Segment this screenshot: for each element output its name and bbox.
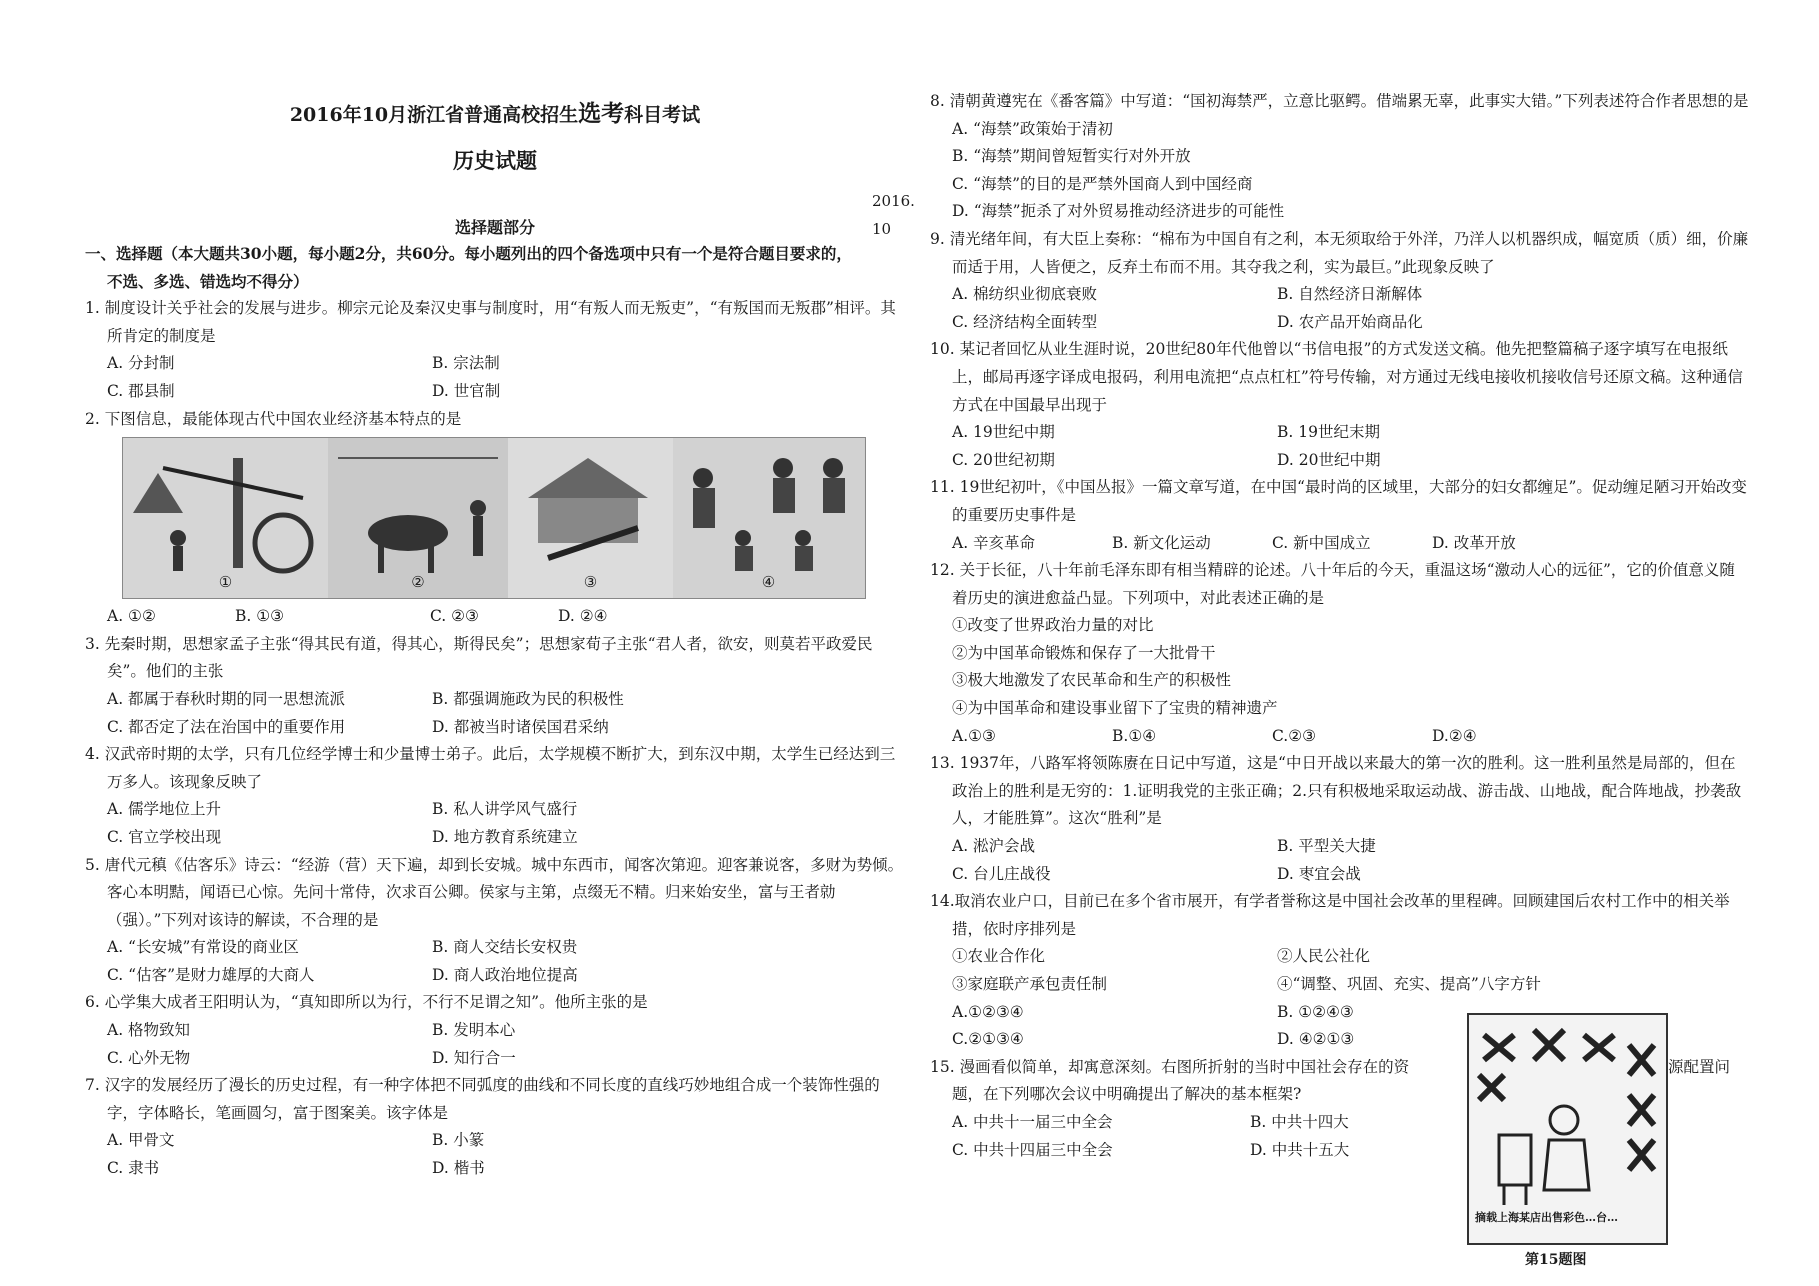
- question-9-options: [930, 281, 1750, 309]
- question-15-stem-a: 15. 漫画看似简单，却寓意深刻。右图所折射的当时中国社会存在的资: [930, 1057, 1410, 1076]
- right-flow: [930, 88, 1750, 1164]
- option: B. 商人交结长安权贵: [432, 938, 578, 957]
- cartoon-caption: 摘载上海某店出售彩色…台…: [1475, 1211, 1618, 1224]
- question-12-stem: 12. 关于长征，八十年前毛泽东即有相当精辟的论述。八十年后的今天，重温这场“激动人心的远征”，它的价值意义随着历史的演进愈益凸显。下列项中，对此表述正确的是: [930, 561, 1735, 607]
- option: B. 发明本心: [432, 1021, 516, 1040]
- option: A. 格物致知: [107, 1021, 191, 1040]
- statement: ②人民公社化: [1277, 947, 1371, 966]
- question-5-stem: 5. 唐代元稹《估客乐》诗云：“经游（营）天下遍，却到长安城。城中东西市，闻客次第迎。迎客兼说客，多财为势倾。客心本明黠，闻语已心惊。先问十常侍，次求百公卿。侯家与主第，点缀无不精。归来始安坐，富与王者勍（强）。”下列对该诗的解读，不合理的是: [85, 855, 904, 929]
- question-10-options: [930, 419, 1750, 447]
- option: C. 经济结构全面转型: [952, 312, 1098, 331]
- question-6-options-2: [85, 1045, 905, 1073]
- statement: ③极大地激发了农民革命和生产的积极性: [952, 671, 1232, 690]
- figure-panel-2: [328, 438, 509, 598]
- option: A.①②③④: [952, 1002, 1024, 1021]
- question-1-options-2: [85, 378, 905, 406]
- option: D. 20世纪中期: [1277, 450, 1381, 469]
- option: C. 心外无物: [107, 1048, 191, 1067]
- option: B. ①③: [235, 607, 285, 626]
- option: A.①③: [952, 726, 996, 745]
- option: B.①④: [1112, 726, 1157, 745]
- option: C. 郡县制: [107, 381, 175, 400]
- exam-date: 2016. 10: [872, 192, 915, 238]
- question-4-stem: 4. 汉武帝时期的太学，只有几位经学博士和少量博士弟子。此后，太学规模不断扩大，到东汉中期，太学生已经达到三万多人。该现象反映了: [85, 745, 896, 791]
- option: A. 19世纪中期: [952, 423, 1055, 442]
- option: A. 甲骨文: [107, 1131, 175, 1150]
- option: D. 知行合一: [432, 1048, 516, 1067]
- option: A. 中共十一届三中全会: [952, 1112, 1113, 1131]
- option: C.②①③④: [952, 1030, 1024, 1049]
- option: B. 平型关大捷: [1277, 837, 1376, 856]
- question-10-stem: 10. 某记者回忆从业生涯时说，20世纪80年代他曾以“书信电报”的方式发送文稿。他先把整篇稿子逐字填写在电报纸上，邮局再逐字译成电报码，利用电流把“点点杠杠”符号传输，对方通过无线电接收机接收信号还原文稿。这种通信方式在中国最早出现于: [930, 340, 1743, 414]
- agriculture-figure: [122, 437, 866, 599]
- figure-panel-4: [673, 438, 864, 598]
- left-flow: [85, 240, 905, 1183]
- question-4-options: [85, 796, 905, 824]
- option: C. 台儿庄战役: [952, 864, 1051, 883]
- option: A. “长安城”有常设的商业区: [107, 938, 299, 957]
- option: D. 中共十五大: [1250, 1140, 1350, 1159]
- option: B. “海禁”期间曾短暂实行对外开放: [952, 147, 1191, 166]
- option: A. ①②: [107, 607, 156, 626]
- option: A. 辛亥革命: [952, 533, 1036, 552]
- option: D. 地方教育系统建立: [432, 827, 578, 846]
- question-10-options-2: [930, 447, 1750, 475]
- question-8-stem: 8. 清朝黄遵宪在《番客篇》中写道：“国初海禁严，立意比驱鳄。借端累无辜，此事实大错。”下列表述符合作者思想的是: [930, 92, 1749, 110]
- option: D. ②④: [558, 607, 608, 626]
- option: B. 中共十四大: [1250, 1112, 1349, 1131]
- option: A. 分封制: [107, 354, 175, 373]
- option: A. “海禁”政策始于清初: [952, 119, 1113, 138]
- figure-label-4: ④: [761, 572, 776, 591]
- question-14-items: [930, 943, 1750, 971]
- question-3-options-2: [85, 714, 905, 742]
- question-13-stem: 13. 1937年，八路军将领陈赓在日记中写道，这是“中日开战以来最大的第一次的胜利。这一胜利虽然是局部的，但在政治上的胜利是无穷的：1.证明我党的主张正确；2.只有积极地采取运动战、游击战、山地战，配合阵地战，抄袭敌人，才能胜算”。这次“胜利”是: [930, 754, 1742, 828]
- question-7-options: [85, 1127, 905, 1155]
- option: A. 都属于春秋时期的同一思想流派: [107, 689, 346, 708]
- option: D. “海禁”扼杀了对外贸易推动经济进步的可能性: [952, 202, 1285, 221]
- option: A. 儒学地位上升: [107, 800, 222, 819]
- option: D. ④②①③: [1277, 1030, 1355, 1049]
- figure-label-2: ②: [411, 572, 425, 591]
- option: B. ①②④③: [1277, 1002, 1354, 1021]
- figure-panel-3: [508, 438, 674, 598]
- question-3-stem: 3. 先秦时期，思想家孟子主张“得其民有道，得其心，斯得民矣”；思想家荀子主张“君人者，欲安，则莫若平政爱民矣”。他们的主张: [85, 634, 873, 681]
- question-15-stem-c: 题，在下列哪次会议中明确提出了解决的基本框架?: [952, 1085, 1302, 1104]
- option: B. 小篆: [432, 1131, 485, 1150]
- question-13-options-2: [930, 861, 1750, 889]
- option: C. 新中国成立: [1272, 533, 1371, 552]
- option: C. “海禁”的目的是严禁外国商人到中国经商: [952, 174, 1253, 193]
- option: D. 枣宜会战: [1277, 864, 1361, 883]
- option: D. 楷书: [432, 1159, 485, 1178]
- question-2-options: [85, 603, 905, 631]
- figure-15-caption: 第15题图: [1525, 1252, 1587, 1268]
- question-1-stem: 1. 制度设计关乎社会的发展与进步。柳宗元论及秦汉史事与制度时，用“有叛人而无叛吏”，“有叛国而无叛郡”相评。其所肯定的制度是: [85, 299, 896, 345]
- option: C. 隶书: [107, 1159, 160, 1178]
- question-5-options: [85, 934, 905, 962]
- option: D. 农产品开始商品化: [1277, 312, 1423, 331]
- question-6-options: [85, 1017, 905, 1045]
- figure-label-1: ①: [218, 572, 233, 591]
- option: B. 宗法制: [432, 354, 500, 373]
- question-1-options: [85, 350, 905, 378]
- exam-subtitle: 历史试题: [453, 148, 537, 173]
- question-7-stem: 7. 汉字的发展经历了漫长的历史过程，有一种字体把不同弧度的曲线和不同长度的直线巧妙地组合成一个装饰性强的字，字体略长，笔画圆匀，富于图案美。该字体是: [85, 1076, 880, 1122]
- statement: ①农业合作化: [952, 947, 1046, 966]
- question-14-stem: 14.取消农业户口，目前已在多个省市展开，有学者誉称这是中国社会改革的里程碑。回顾建国后农村工作中的相关举措，依时序排列是: [930, 892, 1730, 938]
- option: A. 棉纺织业彻底衰败: [952, 285, 1098, 304]
- question-14-items-2: [930, 971, 1750, 999]
- statement: ②为中国革命锻炼和保存了一大批骨干: [952, 643, 1216, 662]
- option: B. 私人讲学风气盛行: [432, 800, 578, 819]
- option: D. 世官制: [432, 381, 501, 400]
- option: B. 都强调施政为民的积极性: [432, 689, 624, 708]
- option: C. 中共十四届三中全会: [952, 1140, 1113, 1159]
- question-13-options: [930, 833, 1750, 861]
- option: B. 自然经济日渐解体: [1277, 285, 1423, 304]
- option: C. ②③: [430, 607, 479, 626]
- option: B. 19世纪末期: [1277, 423, 1380, 442]
- question-6-stem: 6. 心学集大成者王阳明认为，“真知即所以为行，不行不足谓之知”。他所主张的是: [85, 993, 648, 1012]
- cartoon-illustration: [1469, 1015, 1666, 1210]
- question-11-stem: 11. 19世纪初叶，《中国丛报》一篇文章写道，在中国“最时尚的区域里，大部分的妇女都缠足”。促动缠足陋习开始改变的重要历史事件是: [930, 478, 1747, 524]
- question-7-options-2: [85, 1155, 905, 1183]
- cartoon-figure: [1467, 1013, 1668, 1245]
- question-3-options: [85, 686, 905, 714]
- figure-panel-1: [123, 438, 329, 598]
- option: C. 官立学校出现: [107, 827, 222, 846]
- option: D. 改革开放: [1432, 533, 1516, 552]
- title-suffix: 科目考试: [624, 104, 701, 126]
- question-9-options-2: [930, 309, 1750, 337]
- instructions-line1: 一、选择题（本大题共30小题，每小题2分，共60分。每小题列出的四个备选项中只有一个是符合题目要求的，: [85, 244, 852, 263]
- title-big: 选考: [578, 100, 625, 127]
- option: D. 都被当时诸侯国君采纳: [432, 717, 609, 736]
- statement: ④为中国革命和建设事业留下了宝贵的精神遗产: [952, 699, 1278, 718]
- section-title: 选择题部分: [454, 218, 535, 237]
- option: A. 淞沪会战: [952, 837, 1036, 856]
- option: D. 商人政治地位提高: [432, 965, 578, 984]
- figure-label-3: ③: [583, 572, 598, 591]
- option: C. “估客”是财力雄厚的大商人: [107, 965, 315, 984]
- question-15-stem-b: 源配置问: [1668, 1057, 1731, 1076]
- question-4-options-2: [85, 824, 905, 852]
- question-5-options-2: [85, 962, 905, 990]
- statement: ④“调整、巩固、充实、提高”八字方针: [1277, 975, 1541, 993]
- option: D.②④: [1432, 726, 1477, 745]
- instructions-line2: 不选、多选、错选均不得分）: [107, 271, 309, 291]
- option: C. 20世纪初期: [952, 450, 1055, 469]
- option: C.②③: [1272, 726, 1317, 745]
- question-9-stem: 9. 清光绪年间，有大臣上奏称：“棉布为中国自有之利，本无须取给于外洋，乃洋人以机器织成，幅宽质（质）细，价廉而适于用，人皆便之，反弃土布而不用。其夺我之利，实为最巨。”此现象反映了: [930, 229, 1749, 276]
- title-prefix: 2016年10月浙江省普通高校招生: [289, 104, 579, 126]
- question-11-options: [930, 530, 1750, 558]
- option: B. 新文化运动: [1112, 533, 1211, 552]
- statement: ③家庭联产承包责任制: [952, 975, 1108, 993]
- option: C. 都否定了法在治国中的重要作用: [107, 717, 346, 736]
- statement: ①改变了世界政治力量的对比: [952, 616, 1154, 635]
- exam-title: [85, 100, 905, 130]
- question-12-options: [930, 723, 1750, 751]
- question-2-stem: 2. 下图信息，最能体现古代中国农业经济基本特点的是: [85, 409, 462, 428]
